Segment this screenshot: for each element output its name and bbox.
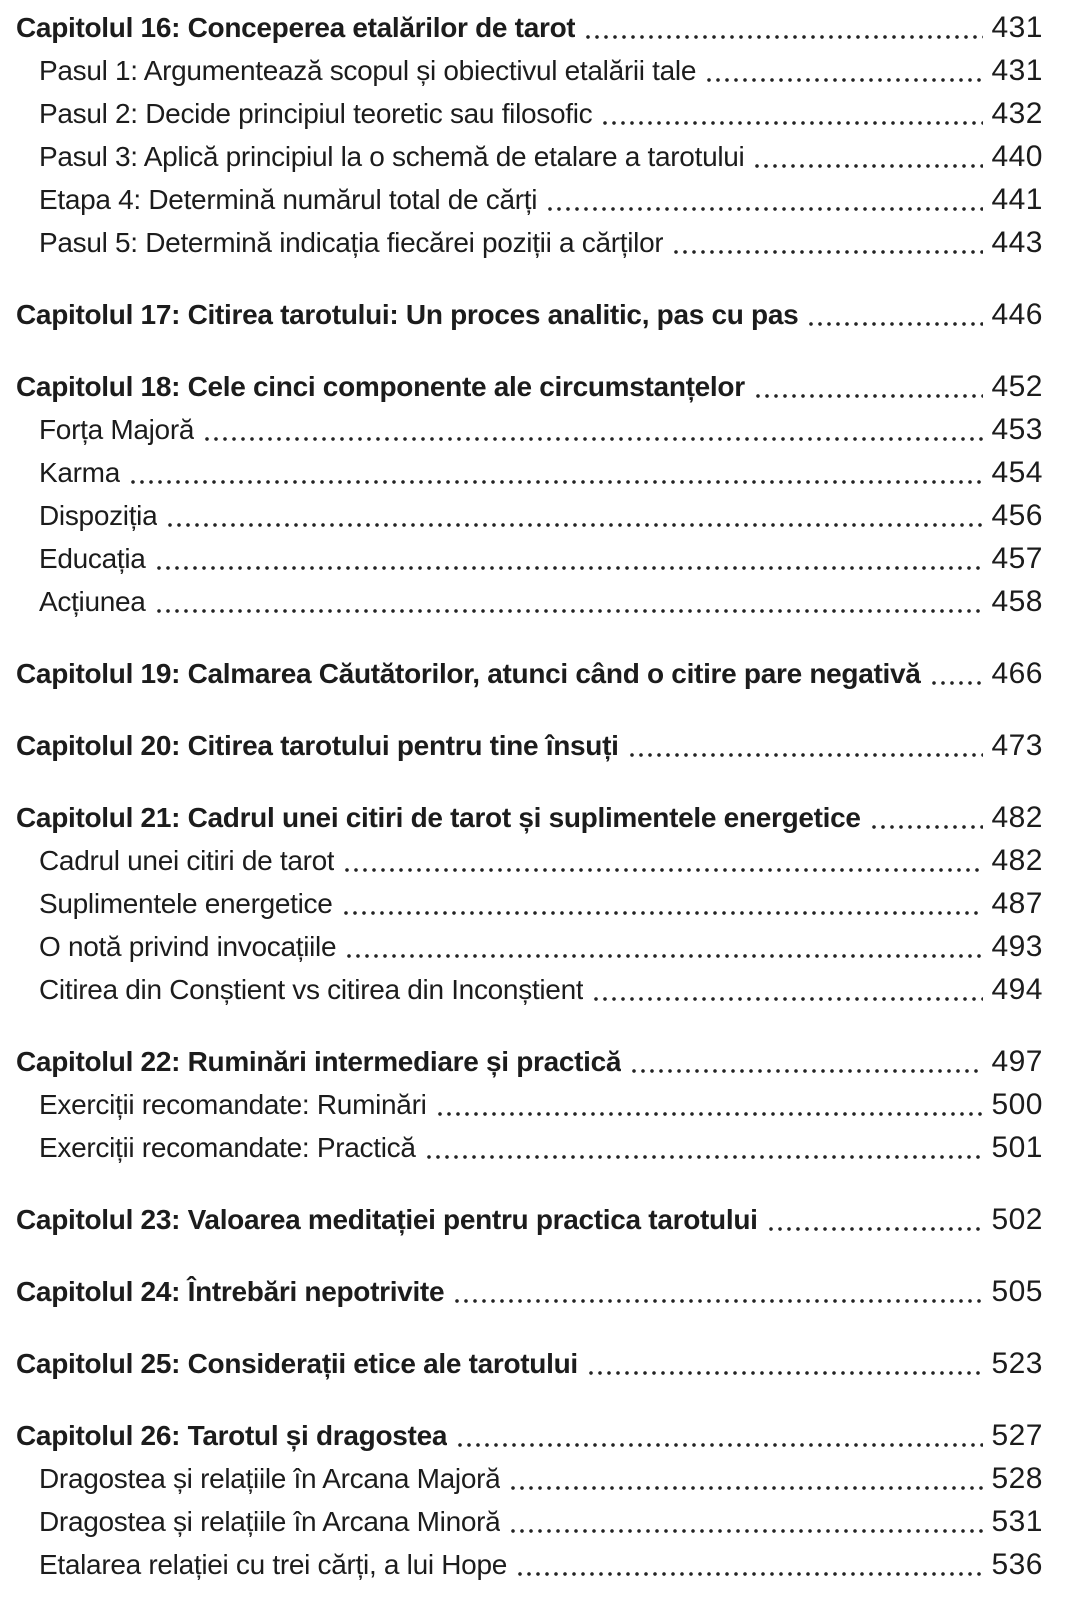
page-number: 431 <box>991 11 1043 44</box>
leader-dots <box>342 882 983 925</box>
toc-entry-label: Karma <box>39 457 120 488</box>
toc-entry-label: Forța Majoră <box>39 414 195 445</box>
toc-row <box>16 724 1043 767</box>
toc-entry-label: Pasul 1: Argumentează scopul și obiectivul etalării tale <box>39 55 697 86</box>
page-number: 527 <box>991 1419 1043 1452</box>
toc-entry-label: Capitolul 18: Cele cinci componente ale circumstanțelor <box>16 371 745 402</box>
leader-dots <box>456 1414 983 1457</box>
toc-entry-label: Pasul 3: Aplică principiul la o schemă de etalare a tarotului <box>39 141 745 172</box>
toc-entry-label: Capitolul 16: Conceperea etalărilor de tarot <box>16 12 576 43</box>
leader-dots <box>436 1083 983 1126</box>
toc-row <box>16 1342 1043 1385</box>
toc-entry-label: Capitolul 23: Valoarea meditației pentru practica tarotului <box>16 1204 758 1235</box>
leader-dots <box>628 724 983 767</box>
leader-dots <box>129 451 983 494</box>
page-number: 505 <box>991 1275 1043 1308</box>
toc-row <box>16 221 1043 264</box>
toc-row <box>16 968 1043 1011</box>
page-number: 494 <box>991 973 1043 1006</box>
leader-dots <box>754 365 983 408</box>
page-number: 531 <box>991 1505 1043 1538</box>
leader-dots <box>767 1198 983 1241</box>
leader-dots <box>584 6 983 49</box>
page-number: 482 <box>991 844 1043 877</box>
toc-entry-label: Cadrul unei citiri de tarot <box>39 845 335 876</box>
toc-row <box>16 925 1043 968</box>
toc-row <box>16 882 1043 925</box>
page-number: 443 <box>991 226 1043 259</box>
toc-entry-label: Pasul 5: Determină indicația fiecărei poziții a cărților <box>39 227 664 258</box>
toc-row <box>16 1270 1043 1313</box>
toc-row <box>16 451 1043 494</box>
leader-dots <box>807 293 983 336</box>
toc-entry-label: Exerciții recomandate: Ruminări <box>39 1089 427 1120</box>
toc-entry-label: Etalarea relației cu trei cărți, a lui Hope <box>39 1549 507 1580</box>
toc-row <box>16 92 1043 135</box>
page-number: 432 <box>991 97 1043 130</box>
toc-row <box>16 1198 1043 1241</box>
leader-dots <box>453 1270 983 1313</box>
page-number: 457 <box>991 542 1043 575</box>
page-number: 500 <box>991 1088 1043 1121</box>
leader-dots <box>601 92 983 135</box>
page-number: 446 <box>991 298 1043 331</box>
toc-row <box>16 178 1043 221</box>
toc-row <box>16 49 1043 92</box>
leader-dots <box>155 580 983 623</box>
page-number: 482 <box>991 801 1043 834</box>
page-number: 458 <box>991 585 1043 618</box>
leader-dots <box>630 1040 983 1083</box>
leader-dots <box>155 537 983 580</box>
toc-row <box>16 1457 1043 1500</box>
leader-dots <box>930 652 983 695</box>
toc-entry-label: Dragostea și relațiile în Arcana Minoră <box>39 1506 501 1537</box>
toc-entry-label: O notă privind invocațiile <box>39 931 337 962</box>
toc-row <box>16 652 1043 695</box>
toc-entry-label: Capitolul 19: Calmarea Căutătorilor, atunci când o citire pare negativă <box>16 658 921 689</box>
toc-entry-label: Exerciții recomandate: Practică <box>39 1132 416 1163</box>
toc-row <box>16 408 1043 451</box>
page-number: 536 <box>991 1548 1043 1581</box>
page-number: 466 <box>991 657 1043 690</box>
leader-dots <box>546 178 983 221</box>
leader-dots <box>705 49 983 92</box>
leader-dots <box>672 221 983 264</box>
leader-dots <box>343 839 983 882</box>
page-number: 456 <box>991 499 1043 532</box>
toc-row <box>16 6 1043 49</box>
toc-row <box>16 293 1043 336</box>
toc-row <box>16 1500 1043 1543</box>
leader-dots <box>203 408 983 451</box>
leader-dots <box>870 796 983 839</box>
toc-entry-label: Capitolul 24: Întrebări nepotrivite <box>16 1276 445 1307</box>
toc-entry-label: Citirea din Conștient vs citirea din Inconștient <box>39 974 584 1005</box>
toc-entry-label: Acțiunea <box>39 586 146 617</box>
page-number: 487 <box>991 887 1043 920</box>
toc-entry-label: Capitolul 25: Considerații etice ale tarotului <box>16 1348 578 1379</box>
toc-entry-label: Educația <box>39 543 146 574</box>
page-number: 523 <box>991 1347 1043 1380</box>
toc-entry-label: Dispoziția <box>39 500 158 531</box>
toc-row <box>16 1083 1043 1126</box>
toc-entry-label: Capitolul 21: Cadrul unei citiri de tarot și suplimentele energetice <box>16 802 861 833</box>
page-number: 473 <box>991 729 1043 762</box>
page-number: 440 <box>991 140 1043 173</box>
toc-row <box>16 537 1043 580</box>
toc-row <box>16 1040 1043 1083</box>
page-number: 431 <box>991 54 1043 87</box>
page-number: 502 <box>991 1203 1043 1236</box>
leader-dots <box>509 1500 983 1543</box>
leader-dots <box>425 1126 983 1169</box>
leader-dots <box>166 494 983 537</box>
toc-row <box>16 494 1043 537</box>
toc-entry-label: Capitolul 26: Tarotul și dragostea <box>16 1420 448 1451</box>
toc-entry-label: Capitolul 22: Ruminări intermediare și practică <box>16 1046 622 1077</box>
toc-row <box>16 1126 1043 1169</box>
page-number: 501 <box>991 1131 1043 1164</box>
toc-entry-label: Dragostea și relațiile în Arcana Majoră <box>39 1463 501 1494</box>
page-number: 453 <box>991 413 1043 446</box>
toc-entry-label: Capitolul 20: Citirea tarotului pentru tine însuți <box>16 730 619 761</box>
page-number: 497 <box>991 1045 1043 1078</box>
toc-row <box>16 580 1043 623</box>
toc-row <box>16 796 1043 839</box>
leader-dots <box>753 135 983 178</box>
leader-dots <box>592 968 983 1011</box>
toc-row <box>16 839 1043 882</box>
page-number: 528 <box>991 1462 1043 1495</box>
leader-dots <box>345 925 983 968</box>
toc-row <box>16 1414 1043 1457</box>
toc-row <box>16 365 1043 408</box>
page-number: 452 <box>991 370 1043 403</box>
toc-entry-label: Etapa 4: Determină numărul total de cărți <box>39 184 538 215</box>
leader-dots <box>587 1342 983 1385</box>
toc-entry-label: Capitolul 17: Citirea tarotului: Un proces analitic, pas cu pas <box>16 299 799 330</box>
page-number: 454 <box>991 456 1043 489</box>
toc-entry-label: Suplimentele energetice <box>39 888 333 919</box>
page-number: 493 <box>991 930 1043 963</box>
leader-dots <box>509 1457 983 1500</box>
toc-row <box>16 1543 1043 1586</box>
toc-row <box>16 135 1043 178</box>
leader-dots <box>516 1543 983 1586</box>
toc-entry-label: Pasul 2: Decide principiul teoretic sau filosofic <box>39 98 593 129</box>
page-number: 441 <box>991 183 1043 216</box>
